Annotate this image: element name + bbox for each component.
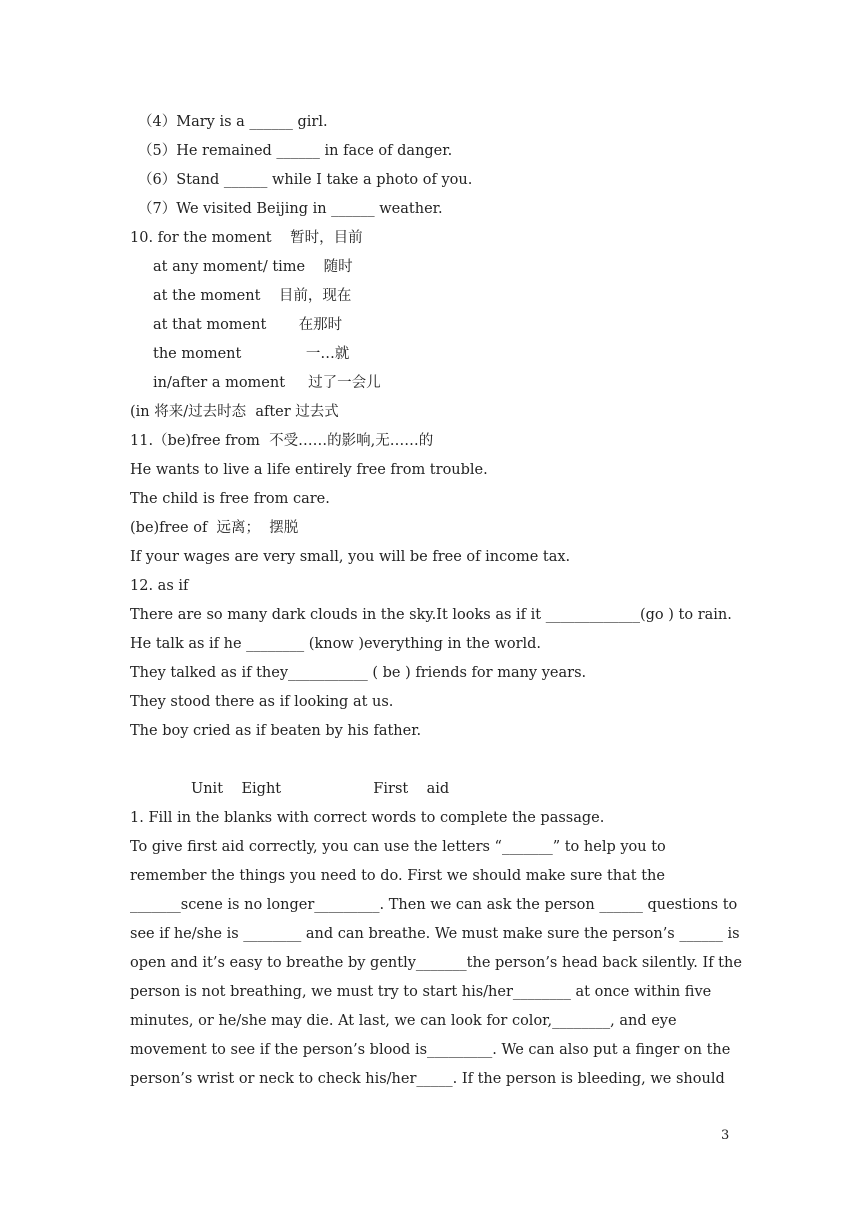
page-number: 3 [721, 1128, 730, 1143]
text-line: see if he/she is ________ and can breathe. We must make sure the person’s ______ is [130, 926, 740, 942]
text-line: in/after a moment 过了一会儿 [153, 375, 381, 391]
text-line: minutes, or he/she may die. At last, we can look for color,________, and eye [130, 1013, 677, 1029]
text-line: (be)free of 远离； 摆脱 [130, 520, 299, 536]
text-line: They talked as if they___________ ( be ) friends for many years. [130, 665, 587, 681]
text-line: at the moment 目前，现在 [153, 288, 352, 304]
text-line: They stood there as if looking at us. [130, 694, 394, 710]
text-line: If your wages are very small, you will be free of income tax. [130, 549, 571, 565]
text-line: the moment 一…就 [153, 346, 350, 362]
text-line: He wants to live a life entirely free from trouble. [130, 462, 488, 478]
text-line: There are so many dark clouds in the sky.It looks as if it _____________(go ) to rain. [130, 607, 732, 623]
text-line: The child is free from care. [130, 491, 330, 507]
text-line: He talk as if he ________ (know )everything in the world. [130, 636, 542, 652]
text-line: （6）Stand ______ while I take a photo of you. [138, 172, 473, 188]
text-line: (in 将来/过去时态 after 过去式 [130, 404, 339, 420]
text-line: To give first aid correctly, you can use the letters “_______” to help you to [130, 839, 666, 855]
text-line: person’s wrist or neck to check his/her_____. If the person is bleeding, we should [130, 1071, 725, 1087]
text-line: movement to see if the person’s blood is_________. We can also put a finger on the [130, 1042, 731, 1058]
text-line: remember the things you need to do. First we should make sure that the [130, 868, 665, 884]
text-line: person is not breathing, we must try to start his/her________ at once within five [130, 984, 712, 1000]
text-line: 11.（be)free from 不受……的影响,无……的 [130, 433, 434, 449]
text-line: （4）Mary is a ______ girl. [138, 114, 328, 130]
text-line: 10. for the moment 暂时，目前 [130, 230, 363, 246]
text-line: （7）We visited Beijing in ______ weather. [138, 201, 443, 217]
text-line: Unit Eight First aid [191, 781, 450, 797]
text-line: _______scene is no longer_________. Then we can ask the person ______ questions to [130, 897, 738, 913]
text-line: 1. Fill in the blanks with correct words to complete the passage. [130, 810, 605, 826]
text-line: 12. as if [130, 578, 189, 594]
text-line: （5）He remained ______ in face of danger. [138, 143, 453, 159]
text-line: The boy cried as if beaten by his father. [130, 723, 422, 739]
text-line: open and it’s easy to breathe by gently_______the person’s head back silently. If the [130, 955, 742, 971]
text-line: at any moment/ time 随时 [153, 259, 353, 275]
text-line: at that moment 在那时 [153, 317, 343, 333]
